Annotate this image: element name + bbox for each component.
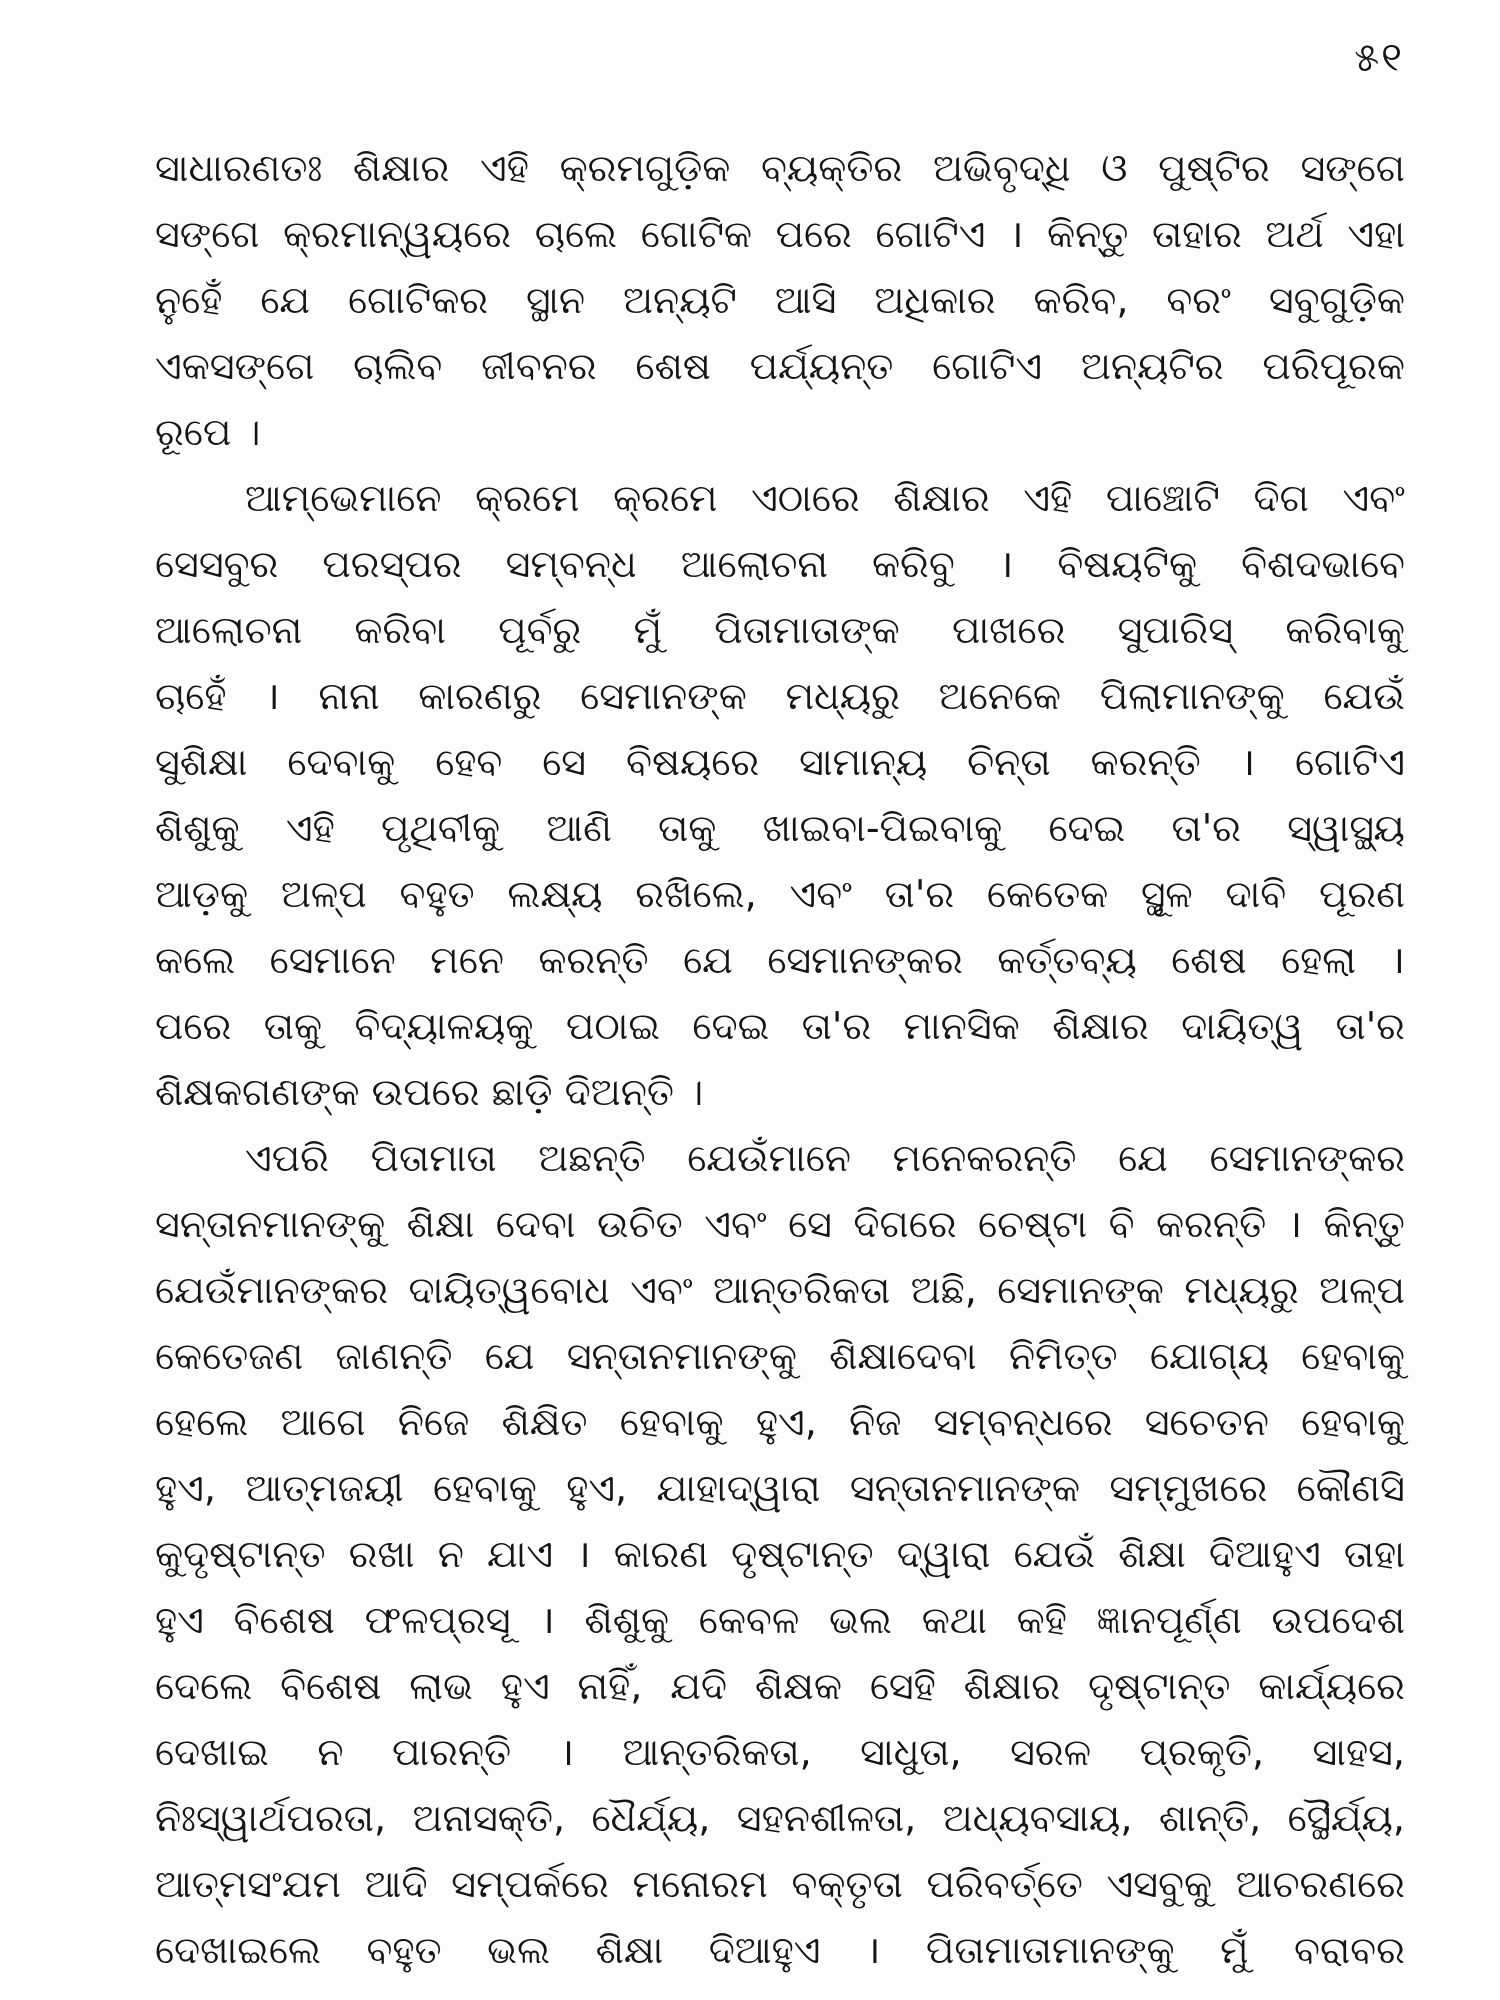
word: ସନ୍ତାନମାନଙ୍କ [849,1466,1080,1510]
text-line [155,597,1405,663]
word: ହୁଏ [500,1664,550,1708]
word: କେବଳ [698,1598,800,1642]
word: ଯେ [683,938,733,982]
word: ପୂରଣ [1319,872,1405,916]
word: ଏହି [285,806,335,850]
word: କରନ୍ତି [1156,1202,1267,1246]
word: ଯେ [260,278,311,322]
word: କଥା [921,1598,987,1642]
word: ଏହି [1023,476,1073,520]
word: ଶିକ୍ଷାର [352,146,450,190]
paragraph-2 [155,465,1405,1125]
word: । [265,674,280,718]
paragraph-3 [155,1125,1405,1983]
text-line [155,1653,1405,1719]
word: କରିବ, [1033,278,1129,322]
word: ପିତାମାତା [370,1136,497,1180]
word: ସରଳ [1010,1730,1092,1774]
word: କର୍ତ୍ତବ୍ୟ [997,938,1137,982]
word: ଏବଂ [704,1202,767,1246]
word: ଦେଖାଇ [155,1730,269,1774]
word: ଦିଗରେ [853,1202,957,1246]
word: ଅଳ୍ପ [1319,1268,1405,1312]
word: ପାରନ୍ତି [391,1730,512,1774]
word: ଅନ୍ୟଟିର [1080,344,1224,388]
text-line: ରୂପେ । [155,410,261,454]
word: କାର୍ଯ୍ୟରେ [1258,1664,1405,1708]
word: ହୁଏ, [155,1466,216,1510]
word: ଗୋଟିକ [640,212,752,256]
word: ଅର୍ଥ [1265,212,1324,256]
word: ଅନ୍ୟଟି [623,278,737,322]
word: ଶିଶୁକୁ [584,1598,670,1642]
text-line [155,135,1405,201]
word: ସେମାନଙ୍କର [767,938,963,982]
word: ତା'ର [884,872,955,916]
word: କୌଣସି [1296,1466,1405,1510]
text-line [155,1257,1405,1323]
word: । [576,1532,591,1576]
word: ମନେ [430,938,504,982]
word: ସେ [788,1202,832,1246]
text-line [155,465,1405,531]
word: ଦାୟିତ୍ୱବୋଧ [408,1268,610,1312]
word: ମୁଁ [1220,1928,1249,1972]
word: ଶିକ୍ଷାର [893,476,990,520]
word: । [1287,1202,1303,1246]
word: ଉଚିତ [596,1202,683,1246]
word: ମଧ୍ୟରୁ [785,674,900,718]
word: ଉପଦେଶ [1271,1598,1405,1642]
word: ହେବ [435,740,503,784]
word: ସାଧୁତା, [860,1730,962,1774]
word: ହେଲେ [155,1400,249,1444]
word: ବ୍ୟକ୍ତିର [761,146,903,190]
word: ଯେଉଁମାନଙ୍କର [155,1268,389,1312]
word: କିନ୍ତୁ [1047,212,1129,256]
word: କରନ୍ତି [1090,740,1201,784]
word: ଲାଭ [409,1664,473,1708]
word: କିନ୍ତୁ [1323,1202,1405,1246]
word: ଧୈର୍ଯ୍ୟ, [591,1796,711,1840]
body-text [155,135,1405,1983]
word: ବିଷୟଟିକୁ [1057,542,1198,586]
word: ଗୋଟିଏ [932,344,1043,388]
word: ଶିକ୍ଷାର [1052,1004,1149,1048]
word: ଚାଲିବ [353,344,443,388]
word: ଏସବୁକୁ [1106,1862,1213,1906]
word: ଶିକ୍ଷାଦେବା [829,1334,977,1378]
text-line [155,1785,1405,1851]
word: କେତେକ [986,872,1109,916]
word: ବହୁତ [366,1928,442,1972]
word: ଚେଷ୍ଟା [978,1202,1088,1246]
word: କ୍ରମଗୁଡ଼ିକ [559,146,731,190]
word: । [1390,938,1405,982]
text-line [155,795,1405,861]
word: ନାନା [318,674,380,718]
word: ରଖା [348,1532,415,1576]
word: ସମ୍ପର୍କରେ [451,1862,609,1906]
word: ଫଳପ୍ରସୂ [364,1598,511,1642]
word: କହି [1016,1598,1067,1642]
word: ମନେକରନ୍ତି [892,1136,1077,1180]
word: ଏବଂ [630,1268,693,1312]
word: ବିଷୟରେ [626,740,760,784]
word: କେତେଜଣ [155,1334,304,1378]
word: ହେବାକୁ [1301,1400,1405,1444]
word: ପିତାମାତାମାନଙ୍କୁ [925,1928,1175,1972]
word: । [866,1928,881,1972]
word: ରଖିଲେ, [635,872,757,916]
word: ଦ୍ୱାରା [896,1532,991,1576]
word: ଶିଶୁକୁ [155,806,240,850]
word: ଦେବା [495,1202,576,1246]
word: ପରେ [155,1004,232,1048]
word: ବରାବର [1294,1928,1405,1972]
word: ଦୃଷ୍ଟାନ୍ତ [731,1532,874,1576]
text-line [155,1191,1405,1257]
word: ମଧ୍ୟରୁ [1184,1268,1299,1312]
word: ବି [1108,1202,1135,1246]
word: ଖାଇବା-ପିଇବାକୁ [762,806,1003,850]
word: ଯୋଗ୍ୟ [1149,1334,1269,1378]
word: । [540,1598,555,1642]
word: କାରଣରୁ [418,674,542,718]
word: ସ୍ୱାସ୍ଥ୍ୟ [1287,806,1405,850]
word: ତାକୁ [658,806,717,850]
word: ସନ୍ତାନମାନଙ୍କୁ [155,1202,386,1246]
word: ସାମାନ୍ୟ [799,740,928,784]
word: ଶିକ୍ଷା [595,1928,664,1972]
word: ଏବଂ [789,872,852,916]
word: ଦିଗ [1253,476,1309,520]
word: ବହୁତ [399,872,475,916]
word: ପରସ୍ପର [322,542,462,586]
word: ନିଃସ୍ୱାର୍ଥପରତା, [155,1796,387,1840]
word: ଶାନ୍ତି, [1158,1796,1262,1840]
word: ଦାବି [1225,872,1287,916]
word: ନ [437,1532,464,1576]
word: ତା'ର [1335,1004,1405,1048]
word: ଅଧିକାର [874,278,996,322]
text-line [155,333,1405,399]
word: ନିଜ [849,1400,902,1444]
word: ହୁଏ [155,1598,204,1642]
word: ପୁଷ୍ଟିର [1158,146,1270,190]
word: ସାହସ, [1312,1730,1405,1774]
word: ଆତ୍ମସଂଯମ [155,1862,341,1906]
word: ସେସବୁର [155,542,279,586]
word: କରିବାକୁ [1285,608,1405,652]
word: ତା'ର [1171,806,1241,850]
word: ମନୋରମ [632,1862,768,1906]
word: ବରଂ [1166,278,1231,322]
word: ବକ୍ତୃତା [791,1862,903,1906]
text-line [155,1917,1405,1983]
word: ସନ୍ତାନମାନଙ୍କୁ [566,1334,797,1378]
word: ଦେଖାଇଲେ [155,1928,321,1972]
word: ସମ୍ବନ୍ଧରେ [933,1400,1113,1444]
word: ଶିକ୍ଷକ [754,1664,842,1708]
text-line [155,1851,1405,1917]
word: ଶିକ୍ଷା [1118,1532,1186,1576]
word: ହେଲା [1281,938,1357,982]
word: ପର୍ଯ୍ୟନ୍ତ [749,344,894,388]
word: ଏହା [1347,212,1405,256]
word: ସେମାନଙ୍କ [580,674,747,718]
word: ସାଧାରଣତଃ [155,146,323,190]
word: । [559,1730,575,1774]
word: ତାହା [1343,1532,1405,1576]
word: ଓ [1101,146,1128,190]
word: ନାହିଁ, [577,1664,643,1708]
word: ଯେଉଁ [1323,674,1405,718]
word: ଯଦି [670,1664,728,1708]
word: ପାଖରେ [952,608,1066,652]
word: ସ୍ଥୈର୍ଯ୍ୟ, [1287,1796,1405,1840]
word: ଆଗେ [280,1400,366,1444]
word: ସେମାନଙ୍କ [997,1268,1164,1312]
word: ଆଣି [546,806,612,850]
text-line [155,663,1405,729]
word: ସଚେତନ [1144,1400,1269,1444]
word: ଭଲ [829,1598,892,1642]
word: ଲକ୍ଷ୍ୟ [507,872,603,916]
word: ସ୍ଥାନ [526,278,586,322]
word: ଯେଉଁ [1013,1532,1096,1576]
word: କରନ୍ତି [538,938,649,982]
text-line [155,927,1405,993]
text-line [155,1455,1405,1521]
word: ଦାୟିତ୍ୱ [1181,1004,1304,1048]
word: ପିତାମାତାଙ୍କ [714,608,900,652]
word: ଚିନ୍ତା [967,740,1051,784]
word: ଆସି [774,278,837,322]
word: ସବୁଗୁଡ଼ିକ [1268,278,1405,322]
text-line [155,1125,1405,1191]
word: ସୁପାରିସ୍ [1117,608,1234,652]
word: ଅଛି, [910,1268,977,1312]
word: ଯେ [484,1334,535,1378]
word: ହୁଏ, [755,1400,817,1444]
word: ଆଡ଼କୁ [155,872,249,916]
text-line [155,729,1405,795]
word: ଶେଷ [1171,938,1247,982]
word: ଏଠାରେ [751,476,860,520]
word: ଦେବାକୁ [287,740,396,784]
word: ହେବାକୁ [432,1466,537,1510]
word: ପରେ [775,212,852,256]
word: ଅନାସକ୍ତି, [412,1796,566,1840]
word: ଦେଇ [1048,806,1126,850]
word: ଗୋଟିଏ [875,212,986,256]
word: ଦେଇ [692,1004,770,1048]
word: କଲେ [155,938,236,982]
paragraph-1 [155,135,1405,465]
word: କୁଦୃଷ୍ଟାନ୍ତ [155,1532,326,1576]
word: ପଠାଇ [565,1004,660,1048]
word: ଅଳ୍ପ [280,872,367,916]
word: ପିଲାମାନଙ୍କୁ [1099,674,1285,718]
word: ଶିକ୍ଷିତ [501,1400,588,1444]
word: ଯେଉଁମାନେ [687,1136,851,1180]
text-line [155,861,1405,927]
word: ଗୋଟିଏ [1295,740,1405,784]
word: ହୁଏ, [566,1466,628,1510]
text-line [155,201,1405,267]
word: ଆତ୍ମଜୟୀ [245,1466,404,1510]
word: ଆଲୋଚନା [155,608,303,652]
word: ସହନଶୀଳତା, [736,1796,917,1840]
word: ଆଦି [364,1862,428,1906]
word: ସେମାନେ [269,938,396,982]
word: ପାଞ୍ଚୋଟି [1105,476,1220,520]
text-line [155,267,1405,333]
word: ଶିକ୍ଷା [406,1202,475,1246]
word: ଏହି [480,146,529,190]
word: ଯେ [1118,1136,1168,1180]
word: ହେବାକୁ [1301,1334,1405,1378]
text-line [155,1719,1405,1785]
word: କରିବୁ [871,542,955,586]
word: ଚାହେଁ [155,674,227,718]
word: କ୍ରମାନ୍ୱୟରେ [283,212,512,256]
word: ସମ୍ବନ୍ଧ [505,542,637,586]
word: ସଙ୍ଗେ [155,212,260,256]
word: ବିଦ୍ୟାଳୟକୁ [354,1004,534,1048]
word: ନ [317,1730,344,1774]
word: ଏକସଙ୍ଗେ [155,344,315,388]
word: ଏବଂ [1342,476,1405,520]
word: ପୃଥିବୀକୁ [380,806,501,850]
text-line [155,993,1405,1059]
word: ଗୋଟିକର [348,278,489,322]
word: ଯାଏ [487,1532,554,1576]
word: ଜାଣନ୍ତି [335,1334,453,1378]
word: ସେ [542,740,587,784]
word: ସୁଶିକ୍ଷା [155,740,248,784]
word: ଚାଲେ [534,212,618,256]
word: । [1240,740,1256,784]
word: ହେବାକୁ [619,1400,724,1444]
word: ମୁଁ [633,608,662,652]
text-line [155,1323,1405,1389]
word: ନୁହେଁ [155,278,223,322]
word: ଅଛନ୍ତି [538,1136,646,1180]
word: ଅନେକେ [938,674,1061,718]
text-line [155,531,1405,597]
word: ଅଧ୍ୟବସାୟ, [942,1796,1133,1840]
word: । [998,542,1014,586]
word: ଆନ୍ତରିକତା [713,1268,891,1312]
word: କ୍ରମେ [613,476,718,520]
word: ସମ୍ମୁଖରେ [1109,1466,1268,1510]
word: କ୍ରମେ [475,476,580,520]
word: ପରିବର୍ତ୍ତେ [926,1862,1083,1906]
word: ଭଲ [487,1928,551,1972]
word: କାରଣ [613,1532,709,1576]
word: ଶିକ୍ଷାର [963,1664,1061,1708]
word: ତାକୁ [263,1004,323,1048]
word: ପୂର୍ବରୁ [498,608,582,652]
page-number: ୫୧ [1354,35,1404,81]
word: ଦୃଷ୍ଟାନ୍ତ [1087,1664,1231,1708]
word: ଜ୍ଞାନପୂର୍ଣ୍ଣ [1096,1598,1242,1642]
word: ନିଜେ [397,1400,470,1444]
word: ନିମିତ୍ତ [1008,1334,1118,1378]
word: କରିବା [354,608,446,652]
word: ସଙ୍ଗେ [1300,146,1405,190]
word: ଦିଆହୁଏ [708,1928,821,1972]
word: ପ୍ରକୃତି, [1139,1730,1265,1774]
word: ପରିପୂରକ [1262,344,1405,388]
text-line [155,1587,1405,1653]
word: ଆଚରଣରେ [1235,1862,1405,1906]
text-line [155,1389,1405,1455]
word: ଯାହାଦ୍ୱାରା [656,1466,821,1510]
word: ଦେଲେ [155,1664,253,1708]
word: ସେମାନଙ୍କର [1209,1136,1405,1180]
word: ବିଶେଷ [233,1598,335,1642]
word: ତା'ର [801,1004,872,1048]
word: ଦିଆହୁଏ [1208,1532,1321,1576]
word: ଏପରି [245,1136,329,1180]
word: ଆଲୋଚନା [680,542,828,586]
word: ବିଶଦଭାବେ [1241,542,1405,586]
word: ସେହି [869,1664,936,1708]
text-line [155,1521,1405,1587]
word: ତାହାର [1151,212,1242,256]
word: ଜୀବନର [481,344,597,388]
word: ଶେଷ [635,344,711,388]
word: । [1009,212,1024,256]
word: ମାନସିକ [903,1004,1020,1048]
text-line: ଶିକ୍ଷକଗଣଙ୍କ ଉପରେ ଛାଡ଼ି ଦିଅନ୍ତି । [155,1070,704,1114]
word: ଅଭିବୃଦ୍ଧି [932,146,1071,190]
word: ବିଶେଷ [280,1664,382,1708]
word: ଆନ୍ତରିକତା, [622,1730,812,1774]
word: ସ୍ଥୂଳ [1141,872,1193,916]
word: ଆମ୍ଭେମାନେ [245,476,442,520]
